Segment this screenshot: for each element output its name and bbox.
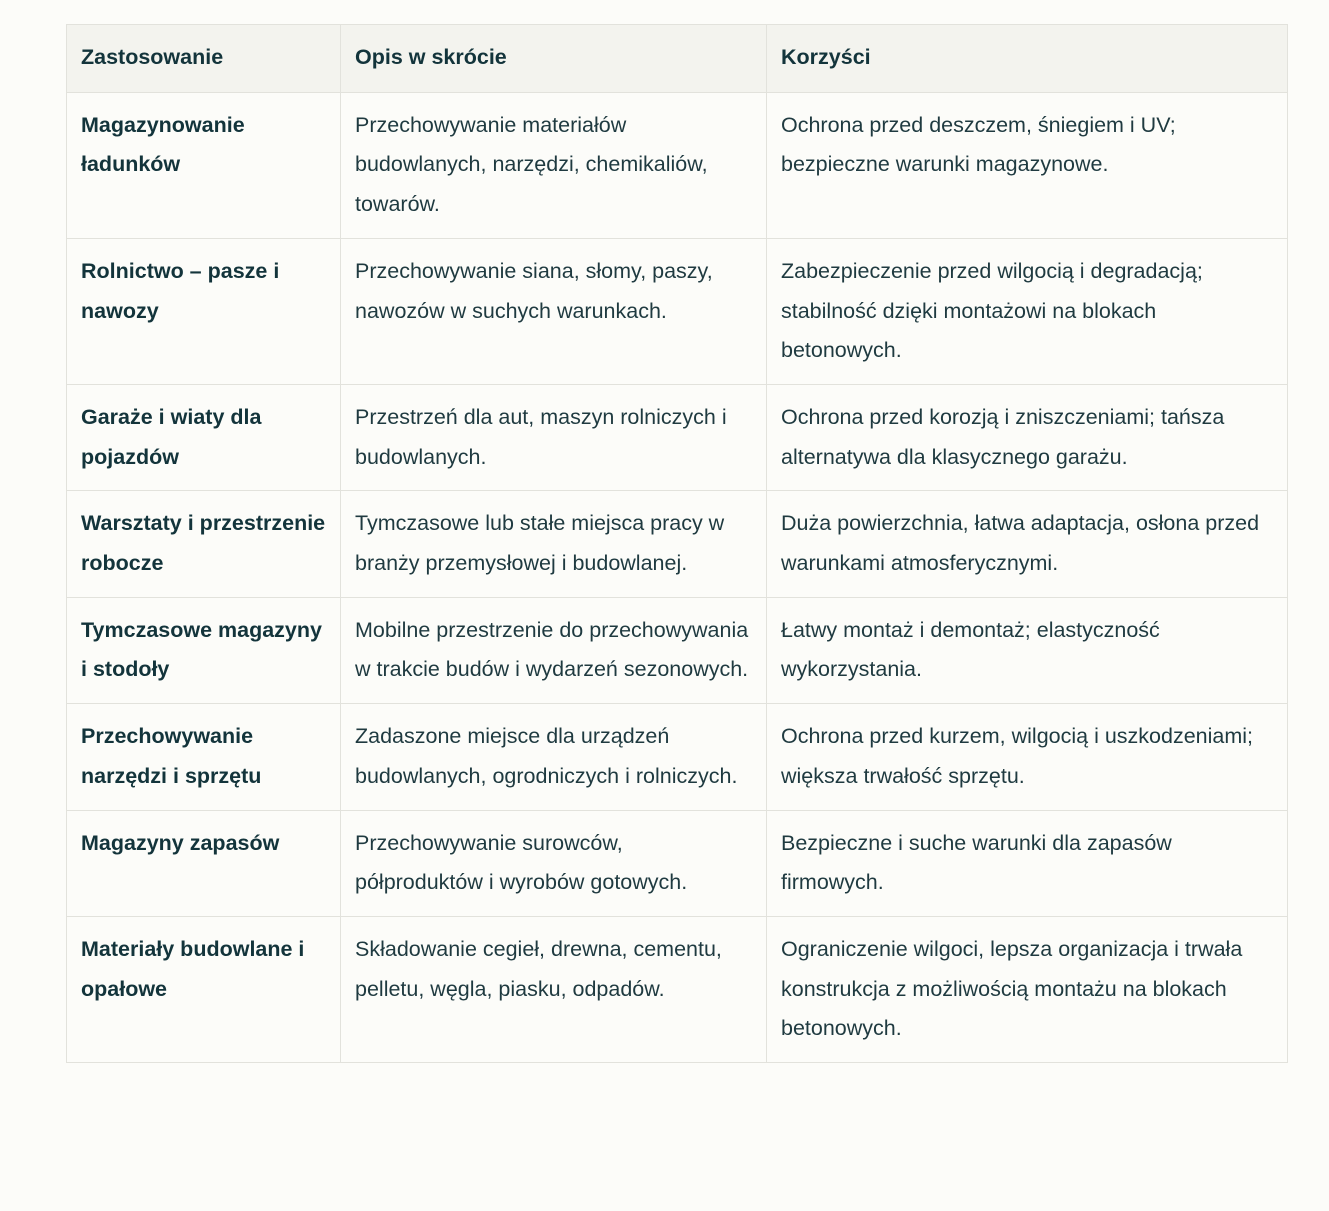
cell-benefits: Ochrona przed deszczem, śniegiem i UV; bezpieczne warunki magazynowe. bbox=[767, 92, 1288, 238]
cell-benefits: Bezpieczne i suche warunki dla zapasów firmowych. bbox=[767, 810, 1288, 916]
cell-application: Tymczasowe magazyny i stodoły bbox=[67, 597, 341, 703]
cell-description: Przechowywanie materiałów budowlanych, narzędzi, chemikaliów, towarów. bbox=[341, 92, 767, 238]
table-row bbox=[67, 916, 1288, 1062]
table-row bbox=[67, 810, 1288, 916]
table-body bbox=[67, 92, 1288, 1062]
table-row bbox=[67, 597, 1288, 703]
header-row bbox=[67, 25, 1288, 93]
cell-application: Garaże i wiaty dla pojazdów bbox=[67, 384, 341, 490]
cell-description: Przestrzeń dla aut, maszyn rolniczych i budowlanych. bbox=[341, 384, 767, 490]
cell-application: Przechowywanie narzędzi i sprzętu bbox=[67, 704, 341, 810]
cell-benefits: Duża powierzchnia, łatwa adaptacja, osłona przed warunkami atmosferycznymi. bbox=[767, 491, 1288, 597]
cell-application: Magazynowanie ładunków bbox=[67, 92, 341, 238]
header-benefits: Korzyści bbox=[767, 25, 1288, 93]
cell-description: Przechowywanie siana, słomy, paszy, nawozów w suchych warunkach. bbox=[341, 238, 767, 384]
cell-benefits: Ochrona przed korozją i zniszczeniami; tańsza alternatywa dla klasycznego garażu. bbox=[767, 384, 1288, 490]
cell-application: Warsztaty i przestrzenie robocze bbox=[67, 491, 341, 597]
cell-description: Tymczasowe lub stałe miejsca pracy w branży przemysłowej i budowlanej. bbox=[341, 491, 767, 597]
table-row bbox=[67, 238, 1288, 384]
cell-description: Mobilne przestrzenie do przechowywania w trakcie budów i wydarzeń sezonowych. bbox=[341, 597, 767, 703]
table-row bbox=[67, 491, 1288, 597]
cell-description: Zadaszone miejsce dla urządzeń budowlanych, ogrodniczych i rolniczych. bbox=[341, 704, 767, 810]
cell-application: Materiały budowlane i opałowe bbox=[67, 916, 341, 1062]
cell-benefits: Zabezpieczenie przed wilgocią i degradacją; stabilność dzięki montażowi na blokach betonowych. bbox=[767, 238, 1288, 384]
cell-application: Rolnictwo – pasze i nawozy bbox=[67, 238, 341, 384]
cell-benefits: Łatwy montaż i demontaż; elastyczność wykorzystania. bbox=[767, 597, 1288, 703]
cell-benefits: Ograniczenie wilgoci, lepsza organizacja i trwała konstrukcja z możliwością montażu na blokach betonowych. bbox=[767, 916, 1288, 1062]
table-container bbox=[66, 24, 1287, 1063]
table-row bbox=[67, 92, 1288, 238]
cell-description: Składowanie cegieł, drewna, cementu, pelletu, węgla, piasku, odpadów. bbox=[341, 916, 767, 1062]
header-application: Zastosowanie bbox=[67, 25, 341, 93]
table-row bbox=[67, 704, 1288, 810]
header-description: Opis w skrócie bbox=[341, 25, 767, 93]
table-header bbox=[67, 25, 1288, 93]
cell-description: Przechowywanie surowców, półproduktów i wyrobów gotowych. bbox=[341, 810, 767, 916]
cell-application: Magazyny zapasów bbox=[67, 810, 341, 916]
table-row bbox=[67, 384, 1288, 490]
cell-benefits: Ochrona przed kurzem, wilgocią i uszkodzeniami; większa trwałość sprzętu. bbox=[767, 704, 1288, 810]
applications-table bbox=[66, 24, 1288, 1063]
